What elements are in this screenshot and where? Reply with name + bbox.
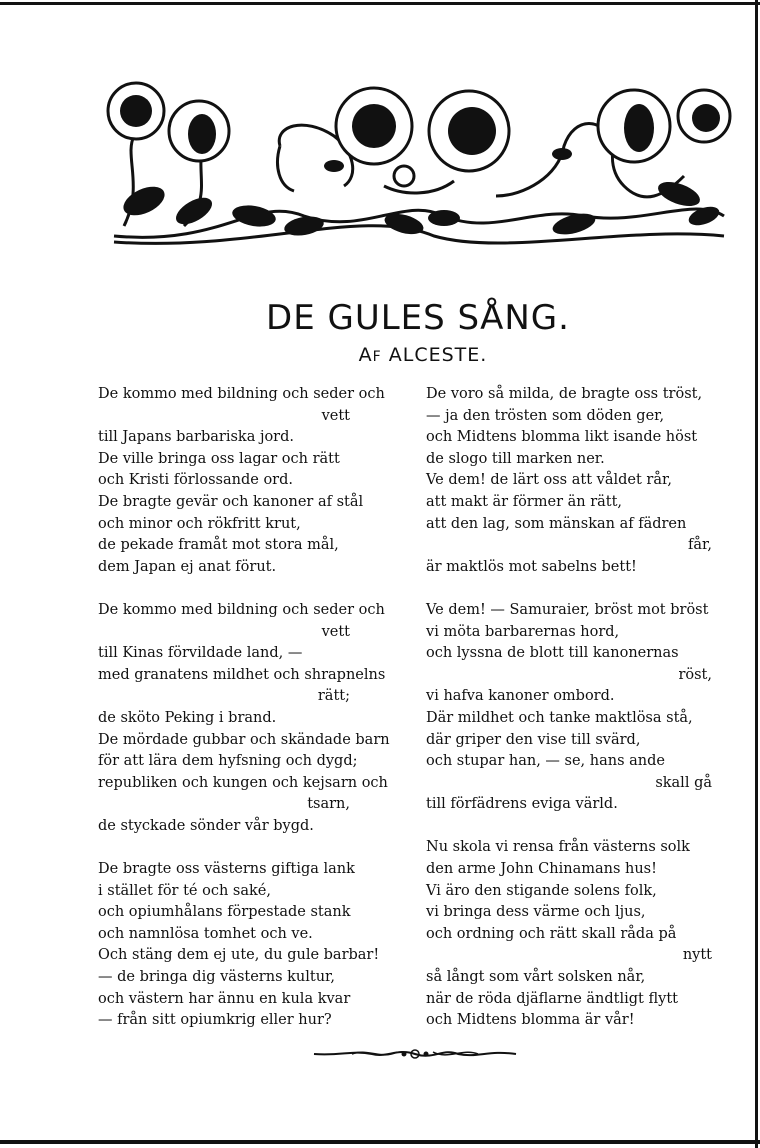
verse-line: och Kristi förlossande ord. bbox=[98, 472, 293, 489]
stanza-4 bbox=[426, 384, 732, 578]
verse-line: De kommo med bildning och seder och bbox=[98, 601, 385, 618]
verse-line: de sköto Peking i brand. bbox=[98, 709, 277, 726]
verse-line: de pekade framåt mot stora mål, bbox=[98, 537, 339, 554]
sunflower-4 bbox=[429, 91, 509, 171]
verse-line-continuation: får, bbox=[688, 537, 712, 554]
stanza-5 bbox=[426, 600, 732, 816]
byline bbox=[0, 343, 760, 369]
byline-prefix-big: A bbox=[358, 344, 373, 366]
sunflower-ornament bbox=[104, 76, 732, 256]
verse-line-continuation: tsarn, bbox=[307, 796, 350, 813]
sunflower-2 bbox=[169, 101, 229, 161]
verse-line: till Japans barbariska jord. bbox=[98, 429, 295, 446]
verse-line-continuation: rätt; bbox=[317, 688, 350, 705]
verse-line: där griper den vise till svärd, bbox=[426, 731, 641, 748]
verse-line: och Midtens blomma likt isande höst bbox=[426, 429, 698, 446]
verse-line: Där mildhet och tanke maktlösa stå, bbox=[426, 709, 693, 726]
verse-line: och västern har ännu en kula kvar bbox=[98, 990, 351, 1007]
verse-line: de slogo till marken ner. bbox=[426, 450, 605, 467]
verse-line: Ve dem! — Samuraier, bröst mot bröst bbox=[426, 601, 709, 618]
verse-line: och stupar han, — se, hans ande bbox=[426, 753, 665, 770]
right-column bbox=[426, 384, 732, 1032]
verse-line: när de röda djäflarne ändtligt flytt bbox=[426, 990, 678, 1007]
author-name: ALCESTE. bbox=[388, 344, 488, 366]
left-column bbox=[98, 384, 408, 1032]
verse-line: De kommo med bildning och seder och bbox=[98, 386, 385, 402]
verse-line: — de bringa dig västerns kultur, bbox=[98, 969, 335, 986]
verse-line: så långt som vårt solsken når, bbox=[426, 969, 646, 986]
byline-prefix-small: F bbox=[372, 349, 382, 365]
sunflower-6 bbox=[678, 90, 730, 142]
page-border-right bbox=[755, 0, 758, 1148]
verse-line: De mördade gubbar och skändade barn bbox=[98, 731, 390, 748]
verse-line: och Midtens blomma är vår! bbox=[426, 1012, 635, 1029]
stanza-gap bbox=[98, 578, 408, 600]
verse-line: att den lag, som mänskan af fädren bbox=[426, 515, 687, 532]
verse-line: dem Japan ej anat förut. bbox=[98, 558, 277, 575]
verse-line-continuation: skall gå bbox=[655, 774, 712, 791]
verse-line: De voro så milda, de bragte oss tröst, bbox=[426, 386, 703, 402]
verse-line: Och stäng dem ej ute, du gule barbar! bbox=[98, 947, 380, 964]
verse-line: till förfädrens eviga värld. bbox=[426, 796, 618, 813]
stanza-1 bbox=[98, 384, 408, 578]
sunflower-1 bbox=[108, 83, 164, 139]
verse-line-continuation: vett bbox=[321, 623, 350, 640]
stanza-3 bbox=[98, 859, 408, 1032]
verse-line-continuation: vett bbox=[321, 407, 350, 424]
stanza-6 bbox=[426, 837, 732, 1031]
tailpiece-ornament bbox=[312, 1046, 518, 1062]
verse-line: och namnlösa tomhet och ve. bbox=[98, 925, 313, 942]
verse-line: och lyssna de blott till kanonernas bbox=[426, 645, 679, 662]
poem-title: DE GULES SÅNG. bbox=[266, 298, 570, 338]
stanza-gap bbox=[426, 816, 732, 838]
verse-line: är maktlös mot sabelns bett! bbox=[426, 558, 637, 575]
verse-line: vi möta barbarernas hord, bbox=[426, 623, 620, 640]
verse-line: Vi äro den stigande solens folk, bbox=[426, 882, 657, 899]
sunflower-5 bbox=[598, 90, 670, 162]
stanza-gap bbox=[98, 837, 408, 859]
page-border-top bbox=[0, 2, 760, 5]
verse-line: vi hafva kanoner ombord. bbox=[426, 688, 615, 705]
verse-line-continuation: nytt bbox=[682, 947, 712, 964]
verse-line: — ja den trösten som döden ger, bbox=[426, 407, 665, 424]
verse-line: vi bringa dess värme och ljus, bbox=[426, 904, 646, 921]
verse-line: — från sitt opiumkrig eller hur? bbox=[98, 1012, 332, 1029]
verse-line: Nu skola vi rensa från västerns solk bbox=[426, 839, 690, 856]
page-border-bottom bbox=[0, 1140, 760, 1144]
stanza-2 bbox=[98, 600, 408, 838]
verse-line: i stället för té och saké, bbox=[98, 882, 271, 899]
verse-line-continuation: röst, bbox=[678, 666, 712, 683]
verse-line: den arme John Chinamans hus! bbox=[426, 861, 657, 878]
verse-line: De bragte gevär och kanoner af stål bbox=[98, 493, 364, 510]
verse-line: Ve dem! de lärt oss att våldet rår, bbox=[426, 472, 672, 489]
verse-line: De ville bringa oss lagar och rätt bbox=[98, 450, 340, 467]
verse-line: till Kinas förvildade land, — bbox=[98, 645, 303, 662]
verse-line: och minor och rökfritt krut, bbox=[98, 515, 301, 532]
verse-line: De bragte oss västerns giftiga lank bbox=[98, 861, 355, 878]
verse-line: att makt är förmer än rätt, bbox=[426, 493, 623, 510]
verse-line: och ordning och rätt skall råda på bbox=[426, 925, 677, 942]
verse-line: republiken och kungen och kejsarn och bbox=[98, 774, 388, 791]
verse-line: för att lära dem hyfsning och dygd; bbox=[98, 753, 358, 770]
verse-line: de styckade sönder vår bygd. bbox=[98, 817, 314, 834]
verse-line: och opiumhålans förpestade stank bbox=[98, 904, 351, 921]
sunflower-3 bbox=[336, 88, 412, 164]
verse-line: med granatens mildhet och shrapnelns bbox=[98, 666, 386, 683]
stanza-gap bbox=[426, 578, 732, 600]
